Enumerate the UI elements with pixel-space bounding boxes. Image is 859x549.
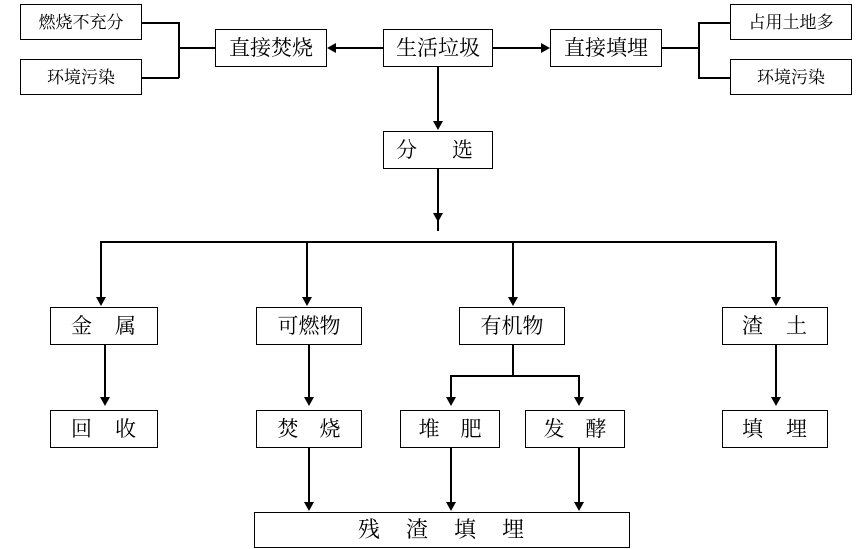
connector-drop-combustible [306, 241, 308, 299]
connector-right-bus [698, 22, 700, 78]
connector-to-ferment [578, 375, 580, 397]
arrow-to-sorting [433, 121, 443, 130]
node-organic: 有机物 [459, 307, 565, 345]
connector-compost-to-residue [450, 448, 452, 508]
arrow-combustible [302, 297, 312, 306]
node-direct-incineration: 直接焚烧 [215, 29, 327, 67]
connector-to-compost [450, 375, 452, 397]
node-recycle: 回 收 [50, 410, 158, 448]
node-land-occupation: 占用土地多 [730, 4, 852, 40]
node-pollution-left: 环境污染 [20, 59, 142, 95]
arrow-residue-from-compost [446, 502, 456, 511]
connector-left-to-incineration [178, 47, 215, 49]
connector-left-bus [178, 22, 180, 78]
node-ferment: 发 酵 [525, 410, 625, 448]
connector-waste-to-incineration [336, 47, 383, 49]
arrow-recycle [100, 397, 110, 406]
arrow-metal [96, 297, 106, 306]
node-residue-landfill: 残 渣 填 埋 [254, 512, 630, 548]
connector-right-top [698, 22, 731, 24]
connector-metal-to-recycle [104, 345, 106, 397]
arrow-incinerate [304, 397, 314, 406]
arrow-to-incineration [327, 43, 336, 53]
node-household-waste: 生活垃圾 [383, 29, 493, 67]
node-compost: 堆 肥 [400, 410, 500, 448]
arrow-to-landfill [541, 43, 550, 53]
node-pollution-right: 环境污染 [730, 59, 852, 95]
arrow-organic [508, 297, 518, 306]
connector-drop-metal [100, 241, 102, 299]
connector-combustible-to-incinerate [308, 345, 310, 397]
connector-waste-to-landfill [493, 47, 541, 49]
arrow-slag [771, 297, 781, 306]
node-metal: 金 属 [50, 307, 158, 345]
connector-right-from-landfill [662, 47, 699, 49]
node-incinerate: 焚 烧 [256, 410, 362, 448]
arrow-landfill [771, 397, 781, 406]
connector-right-bottom [698, 77, 731, 79]
connector-drop-organic [512, 241, 514, 299]
node-slag-soil: 渣 土 [722, 307, 828, 345]
arrow-residue-from-incinerate [304, 502, 314, 511]
connector-drop-slag [775, 241, 777, 299]
connector-organic-down [512, 345, 514, 375]
node-incomplete-combustion: 燃烧不充分 [20, 4, 142, 40]
connector-slag-to-landfill [775, 345, 777, 397]
node-landfill: 填 埋 [722, 410, 828, 448]
arrow-ferment [574, 397, 584, 406]
arrow-compost [446, 397, 456, 406]
connector-incinerate-to-residue [308, 448, 310, 508]
connector-organic-split [450, 375, 580, 377]
arrow-sorting-mid [433, 213, 443, 222]
connector-ferment-to-residue [578, 448, 580, 508]
arrow-residue-from-ferment [574, 502, 584, 511]
connector-left-bottom [142, 77, 179, 79]
node-direct-landfill: 直接填埋 [550, 29, 662, 67]
connector-left-top [142, 22, 179, 24]
node-combustible: 可燃物 [256, 307, 362, 345]
node-sorting: 分 选 [383, 131, 493, 169]
connector-distribution-bus [100, 241, 776, 243]
connector-waste-to-sorting [437, 67, 439, 121]
